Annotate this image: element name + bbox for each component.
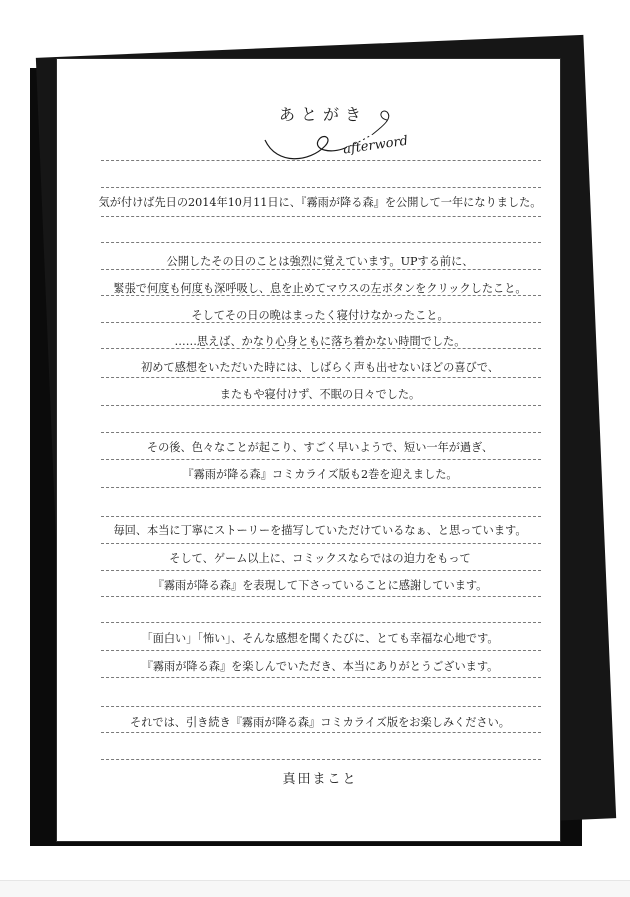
ruled-line	[101, 459, 541, 460]
body-line: 『霧雨が降る森』を表現して下さっていることに感謝しています。	[152, 579, 488, 592]
ruled-line	[101, 242, 541, 243]
body-line: 『霧雨が降る森』を楽しんでいただき、本当にありがとうございます。	[141, 660, 499, 673]
ruled-line	[101, 432, 541, 433]
ruled-line	[101, 677, 541, 678]
body-line: 『霧雨が降る森』コミカライズ版も2巻を迎えました。	[182, 468, 458, 481]
ruled-line	[101, 377, 541, 378]
ruled-line	[101, 516, 541, 517]
ruled-line	[101, 216, 541, 217]
body-line: その後、色々なことが起こり、すごく早いようで、短い一年が過ぎ、	[146, 441, 494, 454]
body-line: 毎回、本当に丁寧にストーリーを描写していただけているなぁ、と思っています。	[113, 524, 527, 537]
ruled-line	[101, 487, 541, 488]
ruled-line	[101, 759, 541, 760]
body-line: ……思えば、かなり心身ともに落ち着かない時間でした。	[174, 335, 466, 348]
body-line: 気が付けば先日の2014年10月11日に、『霧雨が降る森』を公開して一年になりました。	[98, 196, 542, 209]
body-line: そしてその日の晩はまったく寝付けなかったこと。	[191, 309, 449, 322]
afterword-title-japanese: あとがき	[279, 105, 368, 124]
page-bottom-strip	[0, 880, 630, 897]
ruled-line	[101, 596, 541, 597]
body-line: 「面白い」「怖い」、そんな感想を聞くたびに、とても幸福な心地です。	[141, 632, 499, 645]
body-line: 緊張で何度も何度も深呼吸し、息を止めてマウスの左ボタンをクリックしたこと。	[113, 282, 527, 295]
afterword-title-english: afterword	[342, 133, 409, 158]
body-line: そして、ゲーム以上に、コミックスならではの迫力をもって	[169, 552, 471, 565]
ruled-line	[101, 732, 541, 733]
ruled-line	[101, 543, 541, 544]
ruled-line	[101, 187, 541, 188]
body-line: 公開したその日のことは強烈に覚えています。UPする前に、	[166, 255, 474, 268]
ruled-line	[101, 160, 541, 161]
ruled-line	[101, 622, 541, 623]
afterword-heading	[205, 96, 435, 176]
body-line: 初めて感想をいただいた時には、しばらく声も出せないほどの喜びで、	[141, 361, 499, 374]
ruled-line	[101, 706, 541, 707]
ruled-line	[101, 570, 541, 571]
author-signature: 真田まこと	[282, 772, 358, 787]
ruled-line	[101, 405, 541, 406]
body-line: またもや寝付けず、不眠の日々でした。	[219, 388, 421, 401]
ruled-line	[101, 650, 541, 651]
body-line: それでは、引き続き『霧雨が降る森』コミカライズ版をお楽しみください。	[130, 716, 510, 729]
